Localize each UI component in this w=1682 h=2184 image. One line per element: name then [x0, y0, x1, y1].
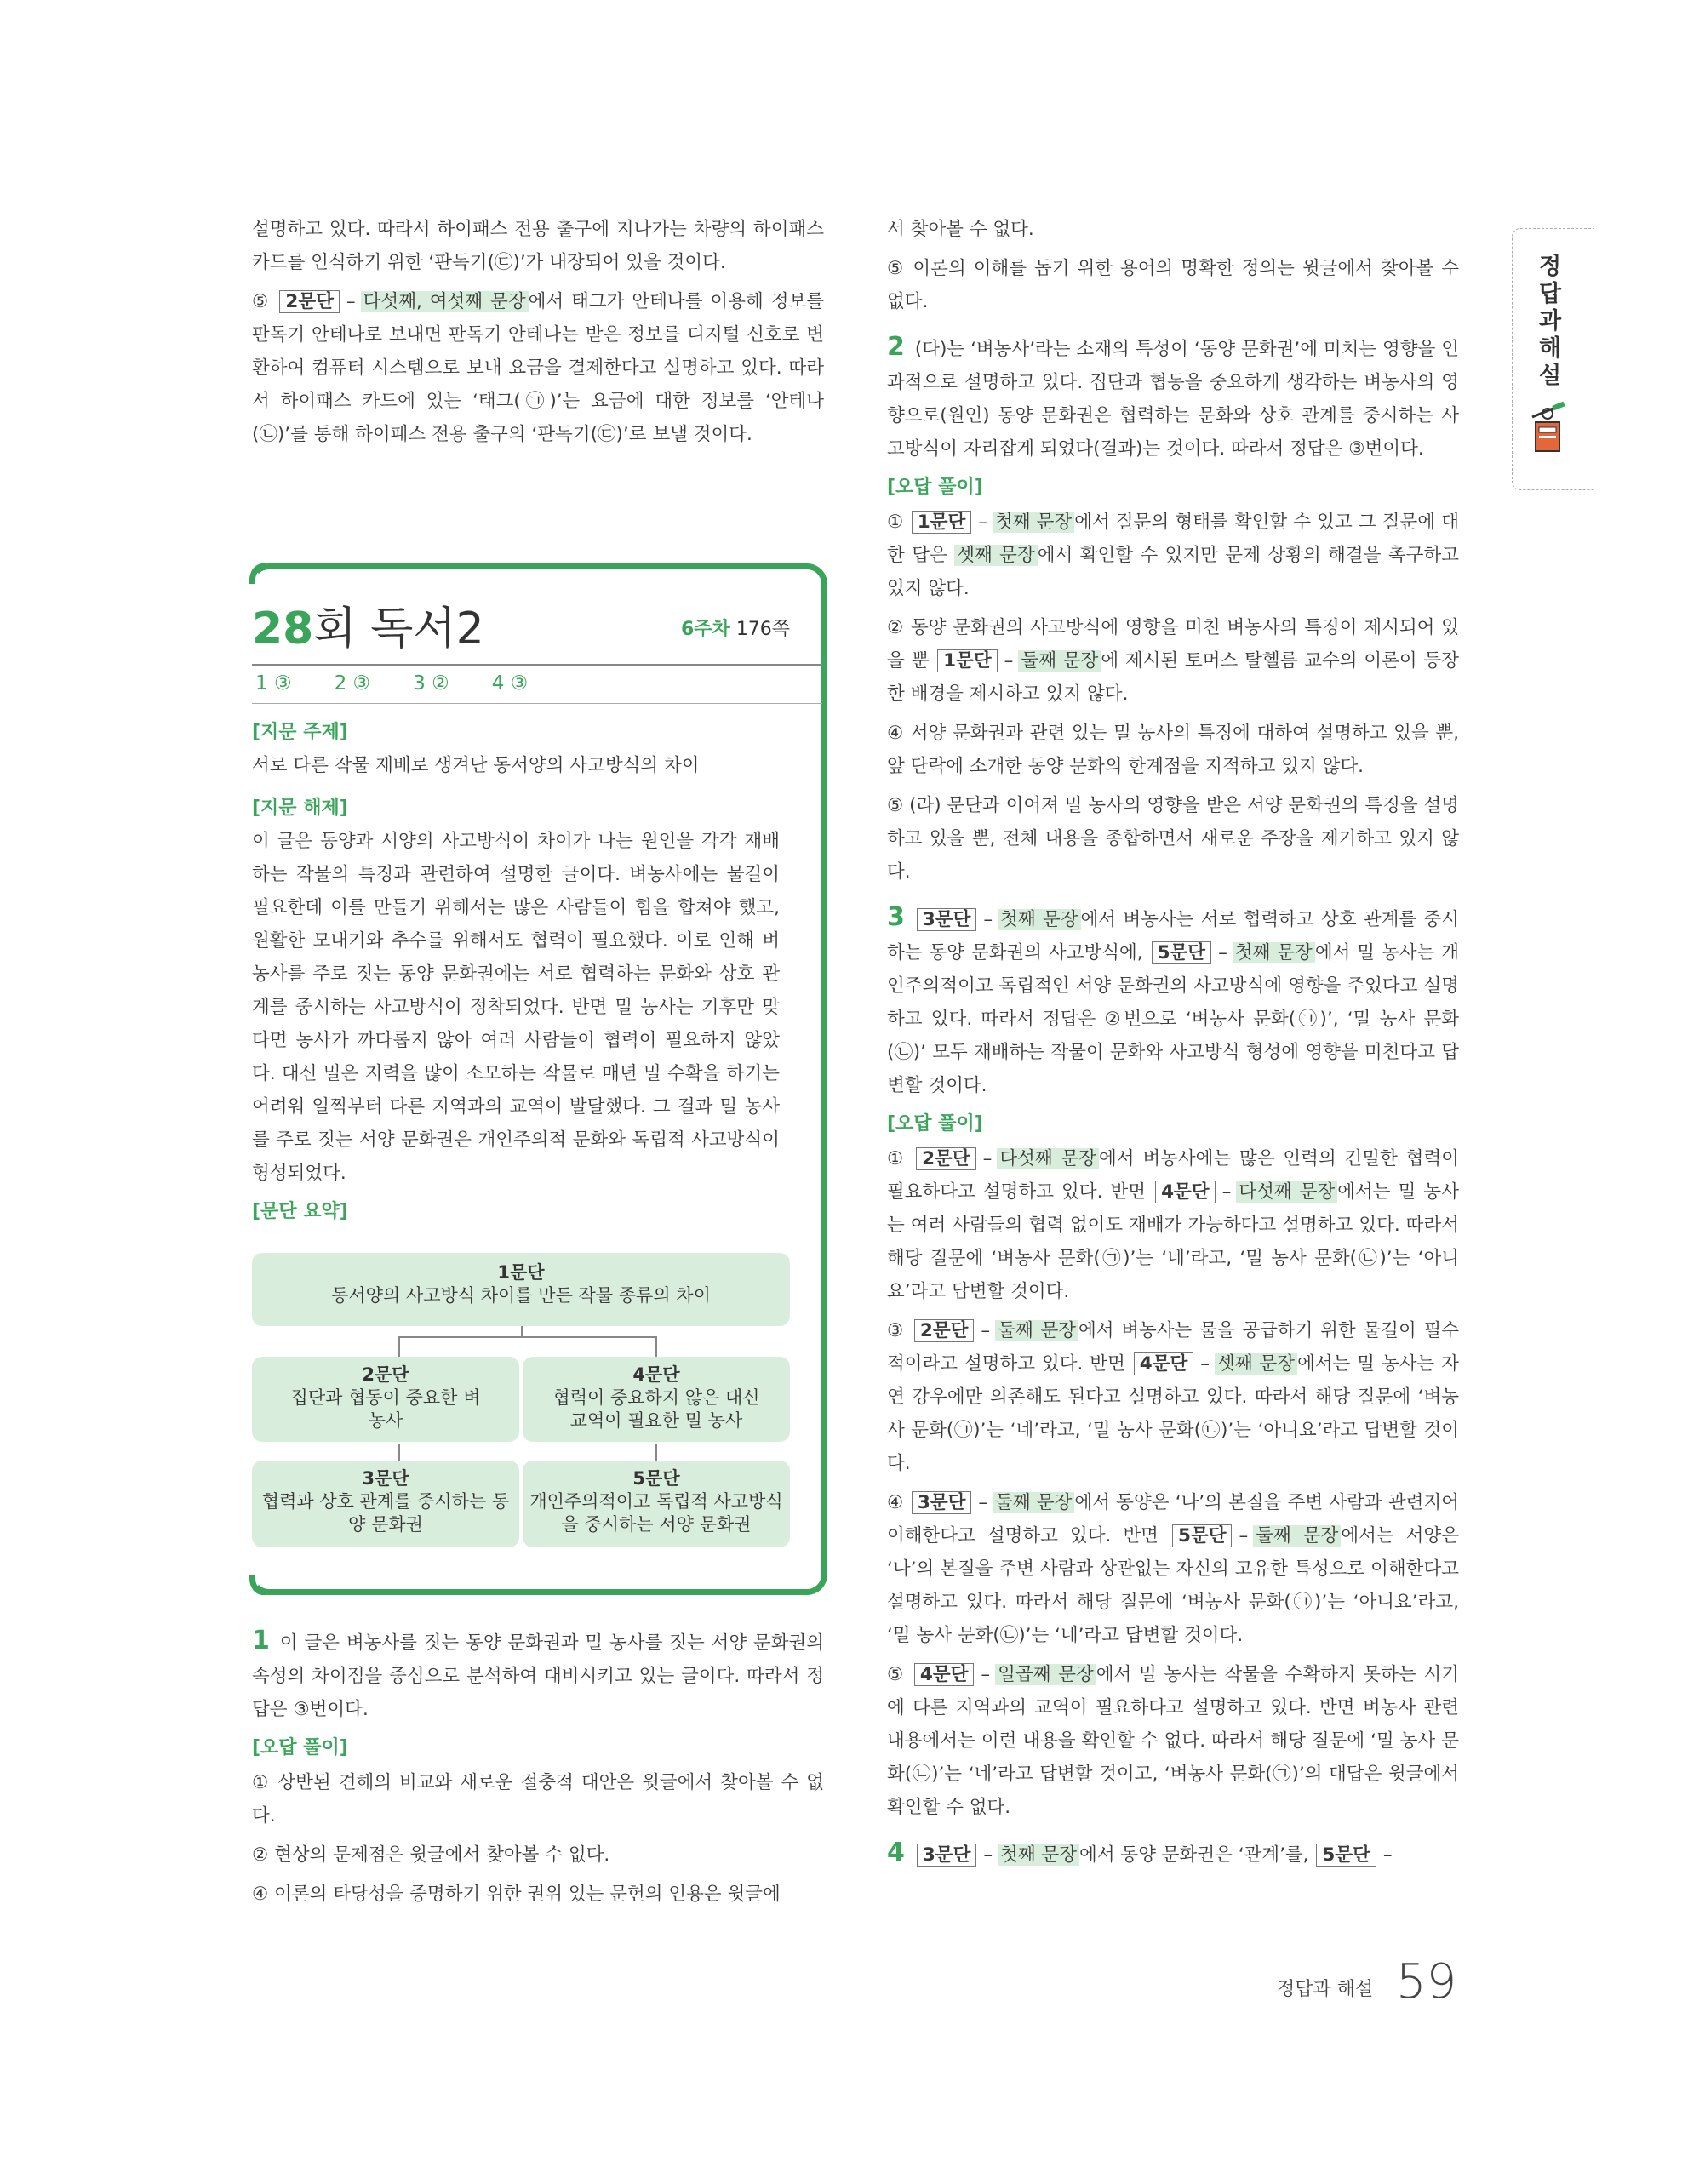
- summary-title: 4문단: [632, 1364, 680, 1385]
- wrong-answer-item: ⑤ (라) 문단과 이어져 밀 농사의 영향을 받은 서양 문화권의 특징을 설명하고 있을 뿐, 전체 내용을 종합하면서 새로운 주장을 제기하고 있지 않다.: [887, 795, 1459, 883]
- paragraph-text: 에 제시된 토머스 탈헬름 교수의 이론이 등장한 배경을 제시하고 있지 않다.: [887, 650, 1459, 705]
- dash: –: [981, 1664, 991, 1685]
- box-body: [252, 717, 780, 1228]
- paragraph-text: 에서는 밀 농사는 여러 사람들의 협력 없이도 재배가 가능하다고 설명하고 있다. 따라서 해당 질문에 ‘벼농사 문화(㉠)’는 ‘네’라고, ‘밀 농사 문화(㉡)’는 ‘아니요’라고 답변할 것이다.: [887, 1181, 1459, 1302]
- answer-item: 3 ②: [413, 672, 449, 695]
- wrong-answer-item: [887, 1658, 1459, 1824]
- wrong-answer-item: ① 상반된 견해의 비교와 새로운 절충적 대안은 윗글에서 찾아볼 수 없다.: [252, 1772, 824, 1827]
- sentence-highlight: 둘째 문장: [995, 1320, 1078, 1341]
- paragraph-text: 에서 벼농사에는 많은 인력의 긴밀한 협력이 필요하다고 설명하고 있다. 반면: [887, 1148, 1459, 1203]
- choice-marker: ④: [887, 1492, 904, 1513]
- sentence-highlight: 둘째 문장: [993, 1492, 1074, 1513]
- sentence-highlight: 첫째 문장: [1233, 942, 1315, 963]
- dash: –: [346, 291, 356, 312]
- paragraph-ref-box: 5문단: [1152, 941, 1212, 964]
- answer-item: 2 ③: [334, 672, 371, 695]
- summary-title: 3문단: [362, 1468, 409, 1489]
- question-text: 에서 동양 문화권은 ‘관계’를,: [1079, 1844, 1309, 1866]
- connector-line: [398, 1336, 400, 1357]
- explain-label: [지문 해제]: [252, 798, 348, 819]
- paragraph-text: 에서 동양은 ‘나’의 본질을 주변 사람과 관련지어 이해한다고 설명하고 있다. 반면: [887, 1492, 1459, 1547]
- question-text: (다)는 ‘벼농사’라는 소재의 특성이 ‘동양 문화권’에 미치는 영향을 인과적으로 설명하고 있다. 집단과 협동을 중요하게 생각하는 벼농사의 영향으로(원인) 동양 문화권은 협력하는 문화와 상호 관계를 중시하는 사고방식이 자리잡게 되었다(결과)는 것이다. 따라서 정답은 ③번이다.: [887, 339, 1459, 460]
- paragraph-ref-box: 4문단: [1155, 1181, 1216, 1203]
- paragraph-ref-box: 2문단: [914, 1319, 975, 1342]
- footer-label: 정답과 해설: [1277, 1979, 1374, 2000]
- question-text: 에서 밀 농사는 개인주의적이고 독립적인 서양 문화권의 사고방식에 영향을 주었다고 설명하고 있다. 따라서 정답은 ②번으로 ‘벼농사 문화(㉠)’, ‘밀 농사 문화(㉡)’ 모두 재배하는 작물이 문화와 사고방식 형성에 영향을 미친다고 답변할 것이다.: [887, 942, 1459, 1096]
- summary-title: 2문단: [362, 1364, 409, 1385]
- paragraph-ref-box: 1문단: [912, 511, 972, 534]
- paragraph-text: ② 동양 문화권의 사고방식에 영향을 미친 벼농사의 특징이 제시되어 있을 뿐: [887, 617, 1459, 672]
- question-number: 3: [887, 902, 905, 932]
- summary-title: 5문단: [632, 1468, 680, 1489]
- summary-text: 집단과 협동이 중요한 벼농사: [290, 1387, 481, 1431]
- sentence-highlight: 다섯째 문장: [1236, 1181, 1337, 1203]
- summary-title: 1문단: [497, 1262, 545, 1283]
- paragraph: 설명하고 있다. 따라서 하이패스 전용 출구에 지나가는 차량의 하이패스 카드를 인식하기 위한 ‘판독기(㉢)’가 내장되어 있을 것이다.: [252, 219, 824, 273]
- paragraph-text: 에서는 서양은 ‘나’의 본질을 주변 사람과 상관없는 자신의 고유한 특성으로 이해한다고 설명하고 있다. 따라서 해당 질문에 ‘벼농사 문화(㉠)’는 ‘아니요’라고, ‘밀 농사 문화(㉡)’는 ‘네’라고 답변할 것이다.: [887, 1525, 1459, 1646]
- dash: –: [1382, 1844, 1393, 1866]
- question-number: 4: [887, 1838, 905, 1867]
- summary-text: 협력과 상호 관계를 중시하는 동양 문화권: [261, 1491, 510, 1535]
- paragraph-ref-box: 3문단: [912, 1491, 972, 1514]
- paragraph-text: 에서 질문의 형태를 확인할 수 있고 그 질문에 대한 답은: [887, 512, 1459, 566]
- summary-box-5: [523, 1461, 790, 1547]
- paragraph-ref-box: 3문단: [917, 908, 977, 931]
- book-pen-icon: [1527, 400, 1570, 455]
- sentence-highlight: 셋째 문장: [1215, 1353, 1297, 1375]
- paragraph: 서 찾아볼 수 없다.: [887, 219, 1034, 240]
- connector-line: [521, 1326, 523, 1336]
- wrong-answer-label: [오답 풀이]: [252, 1737, 348, 1758]
- choice-marker: ①: [887, 512, 904, 533]
- sidebar-label: 정답과 해설: [1538, 254, 1562, 389]
- dash: –: [1200, 1353, 1210, 1375]
- dash: –: [1221, 1181, 1232, 1203]
- paragraph-ref-box: 4문단: [914, 1663, 975, 1686]
- choice-marker: ①: [887, 1148, 907, 1169]
- summary-box-4: [523, 1357, 790, 1442]
- paragraph-text: 에서 확인할 수 있지만 문제 상황의 해결을 촉구하고 있지 않다.: [887, 545, 1459, 599]
- connector-line: [398, 1444, 400, 1461]
- dash: –: [983, 1844, 993, 1866]
- week-page: 176쪽: [735, 619, 791, 640]
- connector-line: [655, 1336, 657, 1357]
- answer-item: 1 ③: [255, 672, 292, 695]
- answer-item: 4 ③: [491, 672, 529, 695]
- sentence-highlight: 첫째 문장: [993, 512, 1074, 533]
- connector-line: [398, 1336, 655, 1338]
- dash: –: [1004, 650, 1014, 672]
- wrong-answer-item: [887, 611, 1459, 711]
- sentence-highlight: 셋째 문장: [954, 545, 1038, 566]
- page-number: 59: [1396, 1954, 1457, 2010]
- sentence-highlight: 일곱째 문장: [995, 1664, 1096, 1685]
- dash: –: [1239, 1525, 1249, 1547]
- paragraph-text: 에서는 밀 농사는 자연 강우에만 의존해도 된다고 설명하고 있다. 따라서 해당 질문에 ‘벼농사 문화(㉠)’는 ‘네’라고, ‘밀 농사 문화(㉡)’는 ‘아니요’라고 답변할 것이다.: [887, 1353, 1459, 1474]
- wrong-answer-item: ② 현상의 문제점은 윗글에서 찾아볼 수 없다.: [252, 1844, 610, 1866]
- dash: –: [978, 512, 987, 533]
- choice-marker: ③: [887, 1320, 906, 1341]
- question-2: [887, 330, 1459, 466]
- wrong-answer-label: [오답 풀이]: [887, 1113, 983, 1135]
- dash: –: [981, 1320, 991, 1341]
- wrong-answer-item: [887, 1142, 1459, 1308]
- question-1: [252, 1624, 824, 1726]
- paragraph-text: 에서 벼농사는 물을 공급하기 위한 물길이 필수적이라고 설명하고 있다. 반면: [887, 1320, 1459, 1375]
- paragraph-ref-box: 4문단: [1134, 1352, 1194, 1375]
- paragraph-ref-box: 3문단: [917, 1844, 977, 1867]
- connector-line: [655, 1444, 657, 1461]
- wrong-answer-item: ④ 서양 문화권과 관련 있는 밀 농사의 특징에 대하여 설명하고 있을 뿐, 앞 단락에 소개한 동양 문화의 한계점을 지적하고 있지 않다.: [887, 723, 1459, 777]
- summary-text: 동서양의 사고방식 차이를 만든 작물 종류의 차이: [331, 1285, 711, 1306]
- right-column: [887, 213, 1459, 1878]
- sentence-highlight: 다섯째 문장: [997, 1148, 1099, 1169]
- explain-text: 이 글은 동양과 서양의 사고방식이 차이가 나는 원인을 각각 재배하는 작물의 특징과 관련하여 설명한 글이다. 벼농사에는 물길이 필요한데 이를 만들기 위해서는 많은 사람들이 힘을 합쳐야 했고, 원활한 모내기와 추수를 위해서도 협력이 필요했다. 이로 인해 벼농사를 주로 짓는 동양 문화권에는 서로 협력하는 문화와 상호 관계를 중시하는 사고방식이 정착되었다. 반면 밀 농사는 기후만 맞다면 농사가 까다롭지 않아 여러 사람들이 협력이 필요하지 않았다. 대신 밀은 지력을 많이 소모하는 작물로 매년 밀 수확을 하기는 어려워 일찍부터 다른 지역과의 교역이 발달했다. 그 결과 밀 농사를 주로 짓는 서양 문화권은 개인주의적 문화와 독립적 사고방식이 형성되었다.: [252, 831, 780, 1184]
- sentence-highlight: 첫째 문장: [998, 909, 1080, 930]
- sentence-highlight: 둘째 문장: [1253, 1525, 1341, 1547]
- question-3: [887, 900, 1459, 1102]
- section-number: 28: [252, 603, 314, 655]
- wrong-answer-item: [887, 1486, 1459, 1652]
- question-text: 에서 벼농사는 서로 협력하고 상호 관계를 중시하는 동양 문화권의 사고방식에,: [887, 909, 1459, 963]
- wrong-answer-item: [887, 506, 1459, 605]
- paragraph-ref-box: 5문단: [1316, 1844, 1376, 1867]
- summary-box-2: [252, 1357, 519, 1442]
- week-label: 6주차: [681, 619, 730, 640]
- dash: –: [978, 1492, 988, 1513]
- summary-label: [문단 요약]: [252, 1201, 348, 1222]
- summary-box-3: [252, 1461, 519, 1547]
- answer-row: [252, 664, 822, 704]
- week-reference: [681, 615, 790, 641]
- paragraph-ref-box: 5문단: [1172, 1524, 1233, 1547]
- theme-label: [지문 주제]: [252, 722, 348, 743]
- summary-box-1: [252, 1253, 790, 1326]
- summary-text: 협력이 중요하지 않은 대신 교역이 필요한 밀 농사: [552, 1387, 760, 1431]
- question-number: 1: [252, 1626, 270, 1655]
- paragraph: [252, 285, 824, 451]
- section-title: [252, 592, 484, 656]
- sentence-highlight: 첫째 문장: [998, 1844, 1079, 1866]
- paragraph-ref-box: 2문단: [279, 290, 340, 313]
- theme-text: 서로 다른 작물 재배로 생겨난 동서양의 사고방식의 차이: [252, 755, 700, 776]
- left-column-bottom: [252, 1624, 824, 1917]
- sentence-highlight: 다섯째, 여섯째 문장: [361, 291, 529, 312]
- wrong-answer-label: [오답 풀이]: [887, 477, 983, 498]
- summary-text: 개인주의적이고 독립적 사고방식을 중시하는 서양 문화권: [529, 1491, 783, 1535]
- question-4: [887, 1836, 1459, 1872]
- choice-marker: ⑤: [252, 291, 271, 312]
- wrong-answer-item: ④ 이론의 타당성을 증명하기 위한 권위 있는 문헌의 인용은 윗글에: [252, 1884, 781, 1905]
- paragraph-text: 에서 태그가 안테나를 이용해 정보를 판독기 안테나로 보내면 판독기 안테나는 받은 정보를 디지털 신호로 변환하여 컴퓨터 시스템으로 보내 요금을 결제한다고 설명하고 있다. 따라서 하이패스 카드에 있는 ‘태그(㉠)’는 요금에 대한 정보를 ‘안테나(㉡)’를 통해 하이패스 전용 출구의 ‘판독기(㉢)’로 보낼 것이다.: [252, 291, 825, 445]
- choice-marker: ⑤: [887, 1664, 906, 1685]
- question-number: 2: [887, 332, 905, 362]
- paragraph-ref-box: 1문단: [937, 649, 998, 672]
- paragraph: ⑤ 이론의 이해를 돕기 위한 용어의 명확한 정의는 윗글에서 찾아볼 수 없다.: [887, 258, 1459, 312]
- paragraph-text: 에서 밀 농사는 작물을 수확하지 못하는 시기에 다른 지역과의 교역이 필요하다고 설명하고 있다. 반면 벼농사 관련 내용에서는 이런 내용을 확인할 수 없다. 따라서 해당 질문에 ‘밀 농사 문화(㉡)’는 ‘네’라고 답변할 것이고, ‘벼농사 문화(㉠)’의 대답은 윗글에서 확인할 수 없다.: [887, 1664, 1459, 1818]
- dash: –: [1218, 942, 1227, 963]
- section-title-text: 회 독서2: [313, 603, 484, 655]
- wrong-answer-item: [887, 1314, 1459, 1480]
- paragraph-ref-box: 2문단: [916, 1147, 976, 1170]
- question-text: 이 글은 벼농사를 짓는 동양 문화권과 밀 농사를 짓는 서양 문화권의 속성의 차이점을 중심으로 분석하여 대비시키고 있는 글이다. 따라서 정답은 ③번이다.: [252, 1632, 824, 1720]
- sentence-highlight: 둘째 문장: [1018, 650, 1101, 672]
- dash: –: [983, 909, 993, 930]
- left-column-top: [252, 213, 824, 457]
- dash: –: [982, 1148, 993, 1169]
